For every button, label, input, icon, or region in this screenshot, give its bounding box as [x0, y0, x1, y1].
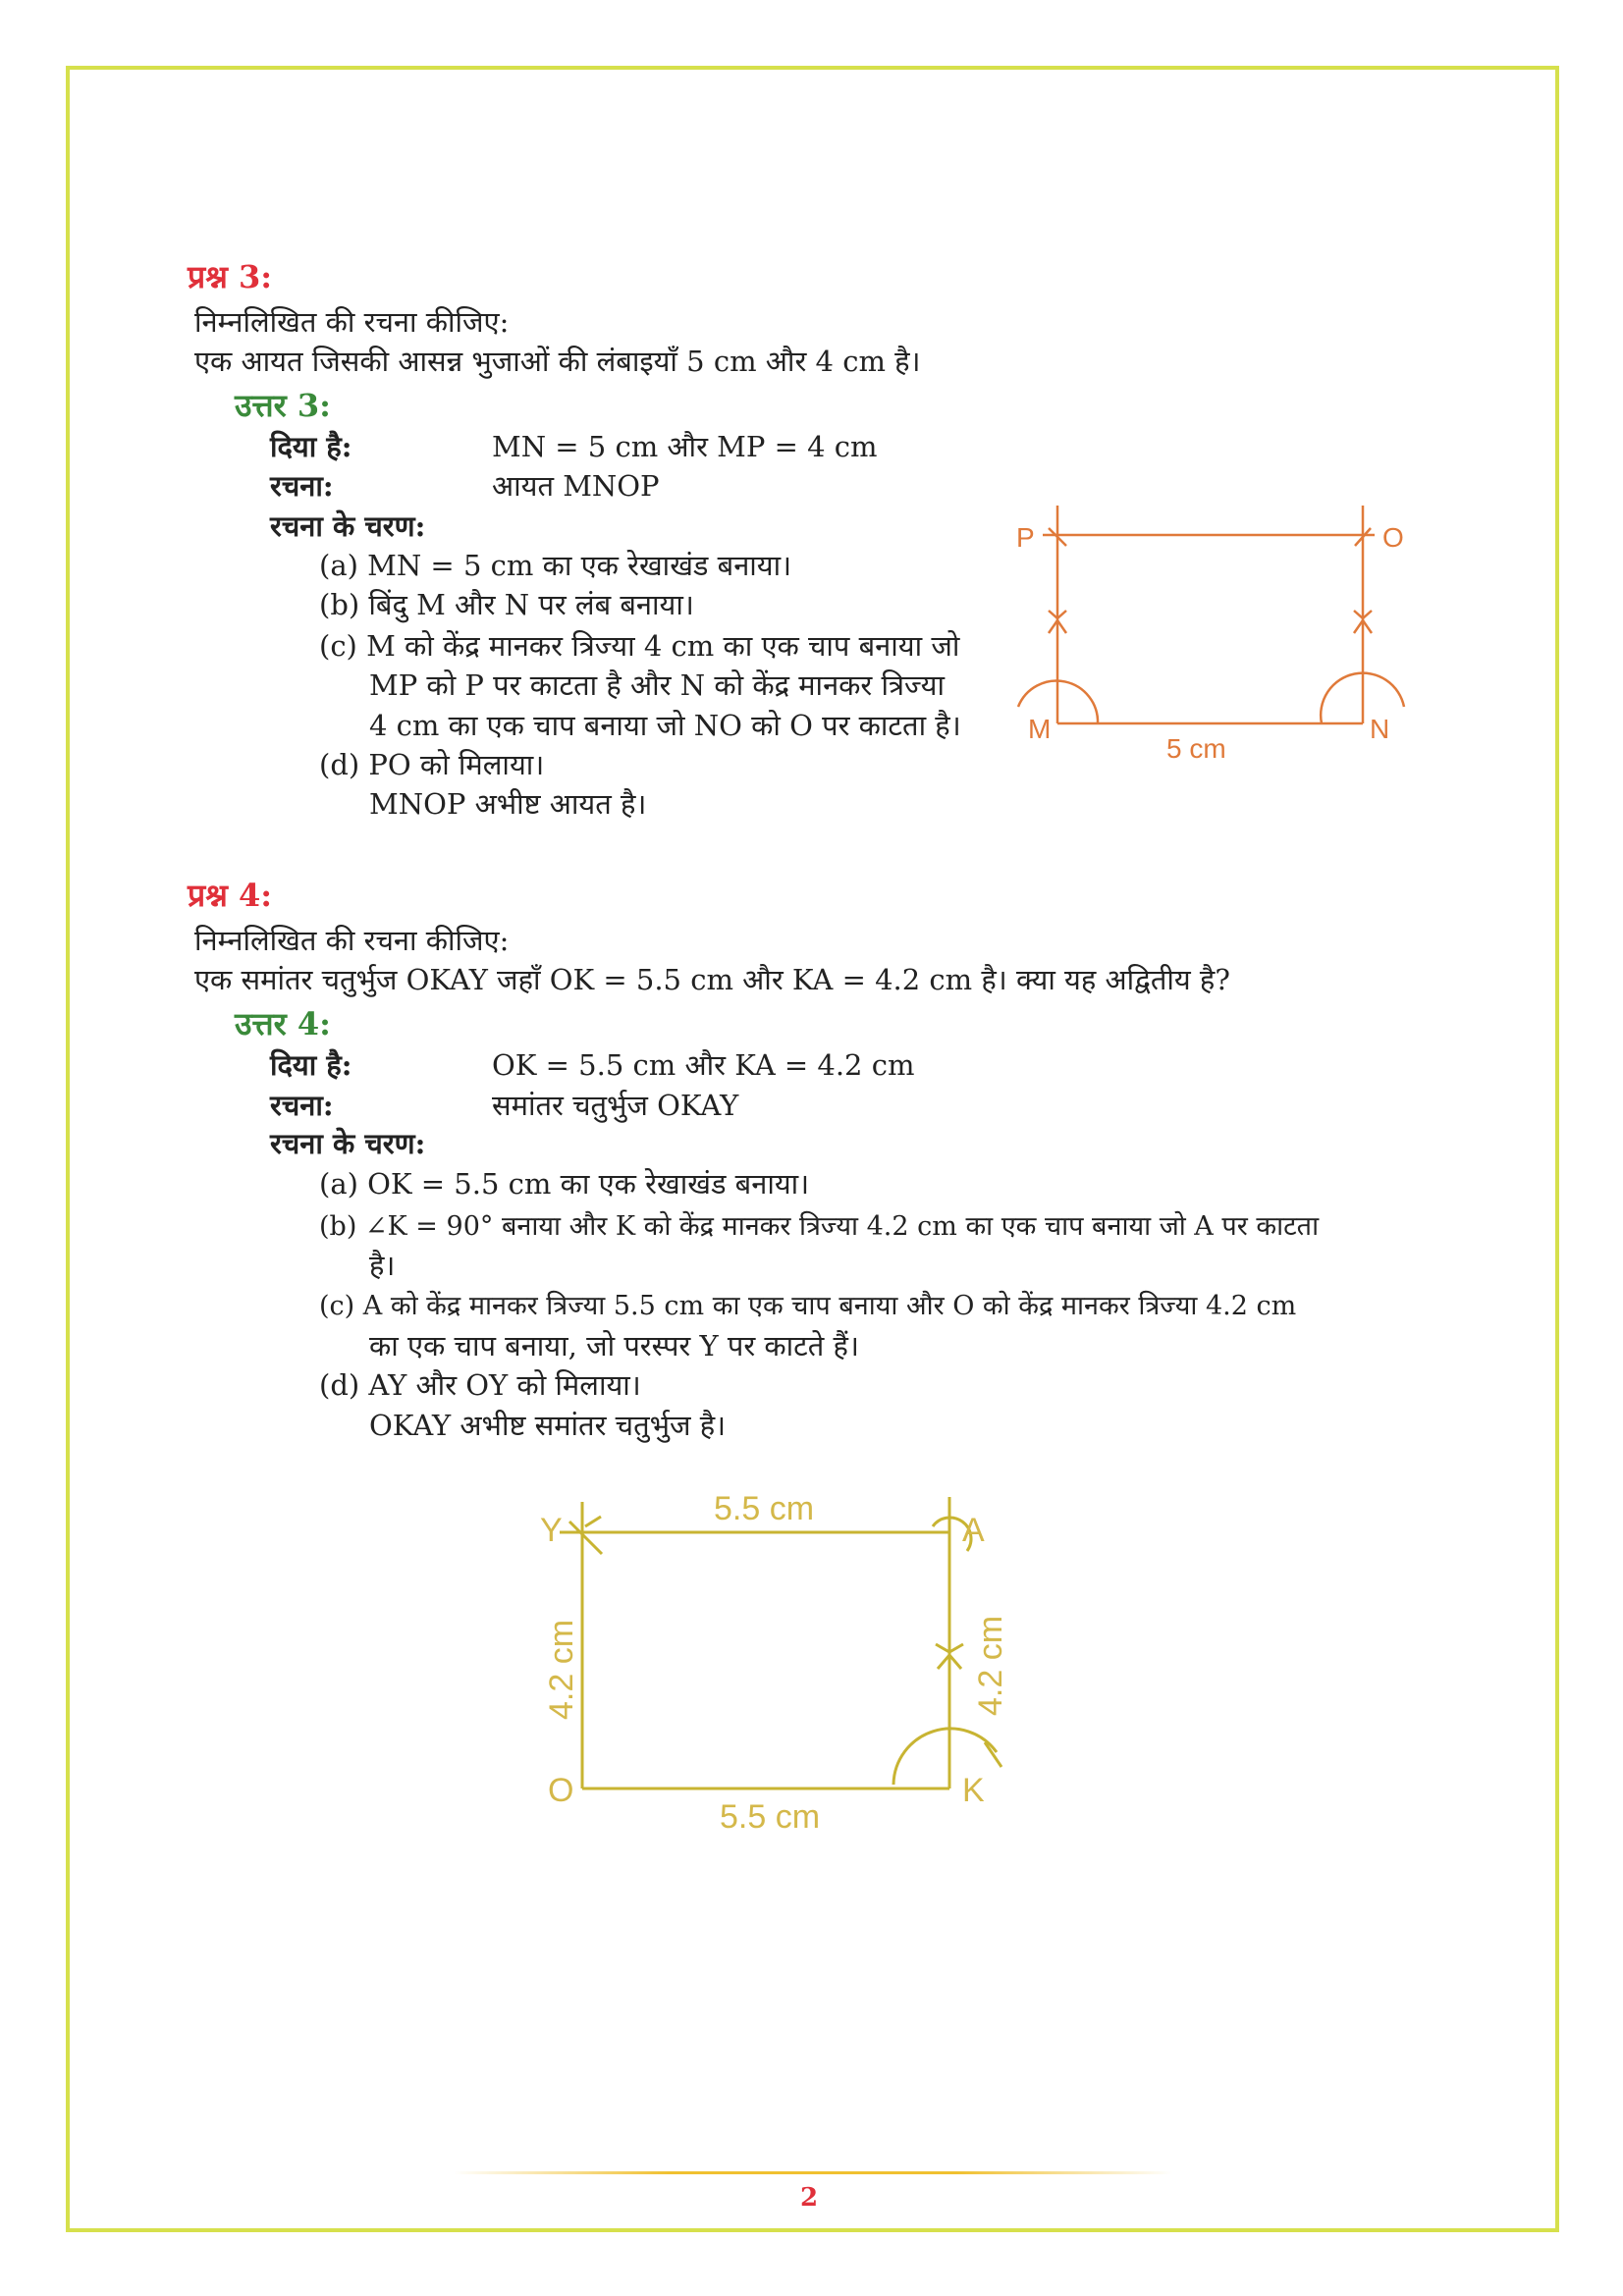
label-k: K: [962, 1772, 985, 1809]
label-o: O: [548, 1772, 574, 1809]
question-4-instruction: निम्नलिखित की रचना कीजिए:: [194, 924, 510, 957]
label-a: A: [962, 1512, 985, 1549]
label-p: P: [1016, 522, 1035, 553]
steps-label: रचना के चरण:: [270, 1127, 426, 1160]
question-4-heading: प्रश्न 4:: [188, 877, 273, 914]
step-c-cont: 4 cm का एक चाप बनाया जो NO को O पर काटता है।: [369, 709, 961, 742]
question-3-instruction: निम्नलिखित की रचना कीजिए:: [194, 305, 510, 339]
construction-label: रचना:: [270, 1089, 334, 1122]
step-b-cont: है।: [369, 1249, 396, 1282]
answer-4-heading: उत्तर 4:: [235, 1005, 331, 1042]
step-b: (b) ∠K = 90° बनाया और K को केंद्र मानकर त्रिज्या 4.2 cm का एक चाप बनाया जो A पर काटता: [319, 1211, 1320, 1242]
label-o: O: [1382, 522, 1404, 553]
question-3-text: एक आयत जिसकी आसन्न भुजाओं की लंबाइयाँ 5 cm और 4 cm है।: [194, 345, 921, 378]
parallelogram-okay-figure: [520, 1472, 1031, 1845]
step-c: (c) A को केंद्र मानकर त्रिज्या 5.5 cm का एक चाप बनाया और O को केंद्र मानकर त्रिज्या 4.2 cm: [319, 1291, 1297, 1321]
question-4-text: एक समांतर चतुर्भुज OKAY जहाँ OK = 5.5 cm और KA = 4.2 cm है। क्या यह अद्वितीय है?: [194, 963, 1230, 996]
label-m: M: [1028, 714, 1052, 744]
conclusion: MNOP अभीष्ट आयत है।: [369, 787, 647, 821]
label-base-length: 5 cm: [1166, 733, 1226, 764]
step-a: (a) OK = 5.5 cm का एक रेखाखंड बनाया।: [319, 1167, 810, 1201]
construction-value: आयत MNOP: [492, 469, 660, 503]
steps-label: रचना के चरण:: [270, 509, 426, 543]
construction-value: समांतर चतुर्भुज OKAY: [492, 1089, 739, 1122]
label-bottom-length: 5.5 cm: [720, 1798, 821, 1836]
step-c: (c) M को केंद्र मानकर त्रिज्या 4 cm का एक चाप बनाया जो: [319, 629, 960, 663]
label-top-length: 5.5 cm: [714, 1490, 815, 1527]
step-b: (b) बिंदु M और N पर लंब बनाया।: [319, 588, 694, 621]
label-left-length: 4.2 cm: [543, 1619, 580, 1720]
label-n: N: [1370, 714, 1390, 744]
rectangle-mnop-figure: [1001, 496, 1424, 780]
label-right-length: 4.2 cm: [972, 1615, 1009, 1716]
step-d: (d) PO को मिलाया।: [319, 748, 545, 781]
conclusion: OKAY अभीष्ट समांतर चतुर्भुज है।: [369, 1409, 727, 1442]
step-c-cont: का एक चाप बनाया, जो परस्पर Y पर काटते हैं।: [369, 1329, 859, 1362]
footer-divider: [454, 2171, 1172, 2174]
step-c-cont: MP को P पर काटता है और N को केंद्र मानकर त्रिज्या: [369, 668, 945, 702]
given-value: OK = 5.5 cm और KA = 4.2 cm: [492, 1048, 915, 1082]
step-d: (d) AY और OY को मिलाया।: [319, 1368, 641, 1402]
given-label: दिया है:: [270, 1048, 352, 1082]
question-3-heading: प्रश्न 3:: [188, 258, 273, 295]
given-value: MN = 5 cm और MP = 4 cm: [492, 430, 878, 463]
answer-3-heading: उत्तर 3:: [235, 387, 331, 424]
given-label: दिया है:: [270, 430, 352, 463]
step-a: (a) MN = 5 cm का एक रेखाखंड बनाया।: [319, 549, 792, 582]
page-number: 2: [800, 2183, 819, 2213]
construction-label: रचना:: [270, 469, 334, 503]
label-y: Y: [540, 1512, 563, 1549]
